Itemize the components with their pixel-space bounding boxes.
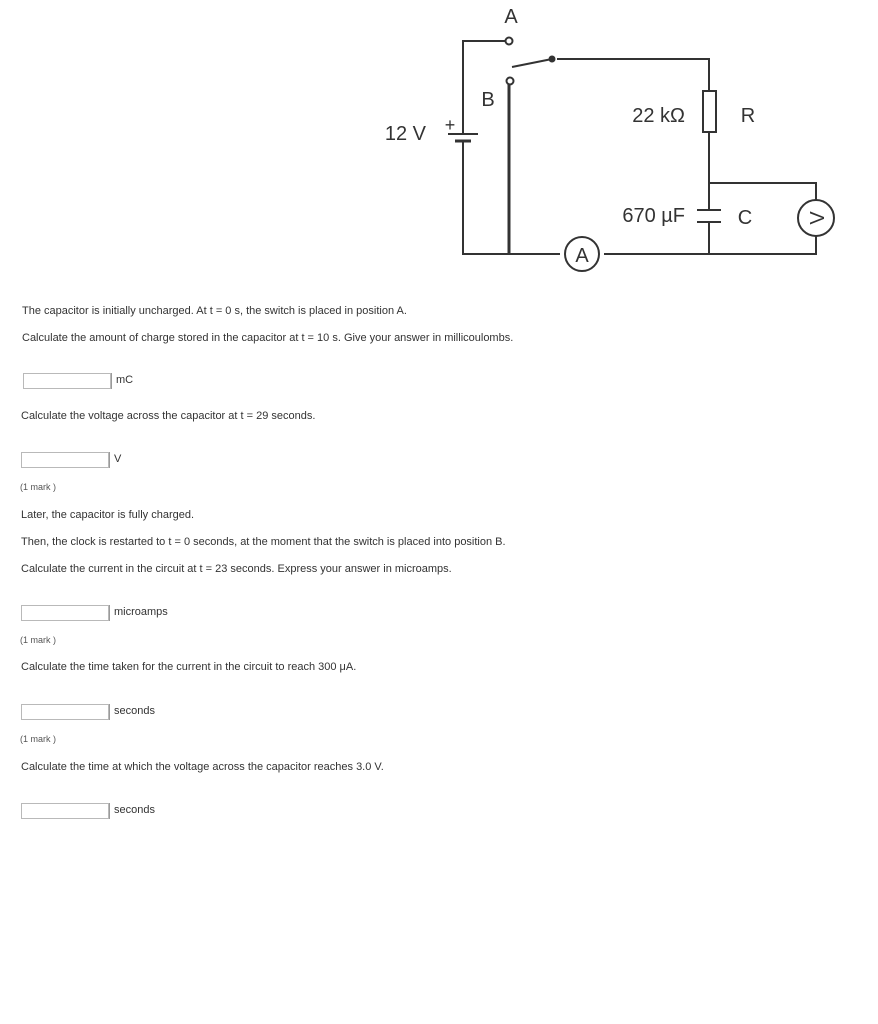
- later-text: Later, the capacitor is fully charged.: [21, 509, 195, 521]
- capacitor-value-label: 670 µF: [622, 205, 685, 227]
- capacitor-symbol: [697, 210, 721, 226]
- switch-b-label: B: [481, 89, 495, 111]
- answer-3-divider: [109, 605, 110, 621]
- question-2-text: Calculate the voltage across the capacitor at t = 29 seconds.: [21, 410, 316, 422]
- question-3-text: Calculate the current in the circuit at t = 23 seconds. Express your answer in microamps.: [21, 563, 452, 575]
- wire-voltmeter-top: [709, 183, 816, 200]
- then-text: Then, the clock is restarted to t = 0 seconds, at the moment that the switch is placed into position B.: [21, 536, 506, 548]
- answer-5-unit: seconds: [114, 804, 155, 816]
- voltmeter-label: V: [807, 211, 829, 225]
- battery-voltage-label: 12 V: [384, 123, 426, 145]
- resistor-name-label: R: [740, 105, 756, 127]
- answer-5-input[interactable]: [21, 803, 109, 819]
- circuit-diagram: [0, 0, 878, 290]
- answer-4-unit: seconds: [114, 705, 155, 717]
- answer-1-unit: mC: [116, 374, 134, 386]
- answer-4-divider: [109, 704, 110, 720]
- answer-1-input[interactable]: [23, 373, 111, 389]
- wire-ammeter-to-capacitor: [604, 226, 709, 254]
- resistor-symbol: [703, 91, 716, 132]
- capacitor-name-label: C: [737, 207, 753, 229]
- answer-2-divider: [109, 452, 110, 468]
- mark-label-1: (1 mark ): [20, 482, 56, 492]
- wire-battery-to-bottom: [463, 150, 560, 254]
- ammeter-label: A: [575, 245, 589, 267]
- answer-1-divider: [111, 373, 112, 389]
- answer-2-unit: V: [114, 453, 122, 465]
- intro-text: The capacitor is initially uncharged. At t = 0 s, the switch is placed in position A.: [22, 305, 407, 317]
- mark-label-3: (1 mark ): [20, 734, 56, 744]
- answer-3-unit: microamps: [114, 606, 168, 618]
- voltmeter-symbol: [798, 200, 834, 236]
- answer-4-input[interactable]: [21, 704, 109, 720]
- question-5-text: Calculate the time at which the voltage across the capacitor reaches 3.0 V.: [21, 761, 384, 773]
- battery-plus-label: +: [444, 115, 456, 135]
- question-4-text: Calculate the time taken for the current in the circuit to reach 300 μA.: [21, 661, 357, 673]
- mark-label-2: (1 mark ): [20, 635, 56, 645]
- ammeter-symbol: [565, 237, 599, 271]
- question-1-text: Calculate the amount of charge stored in the capacitor at t = 10 s. Give your answer in millicoulombs.: [22, 332, 514, 344]
- answer-2-input[interactable]: [21, 452, 109, 468]
- wire-switch-to-resistor: [557, 59, 709, 91]
- resistor-value-label: 22 kΩ: [632, 105, 685, 127]
- switch-a-label: A: [504, 6, 518, 28]
- switch[interactable]: [506, 38, 556, 85]
- answer-5-divider: [109, 803, 110, 819]
- answer-3-input[interactable]: [21, 605, 109, 621]
- wire-voltmeter-bottom: [709, 236, 816, 254]
